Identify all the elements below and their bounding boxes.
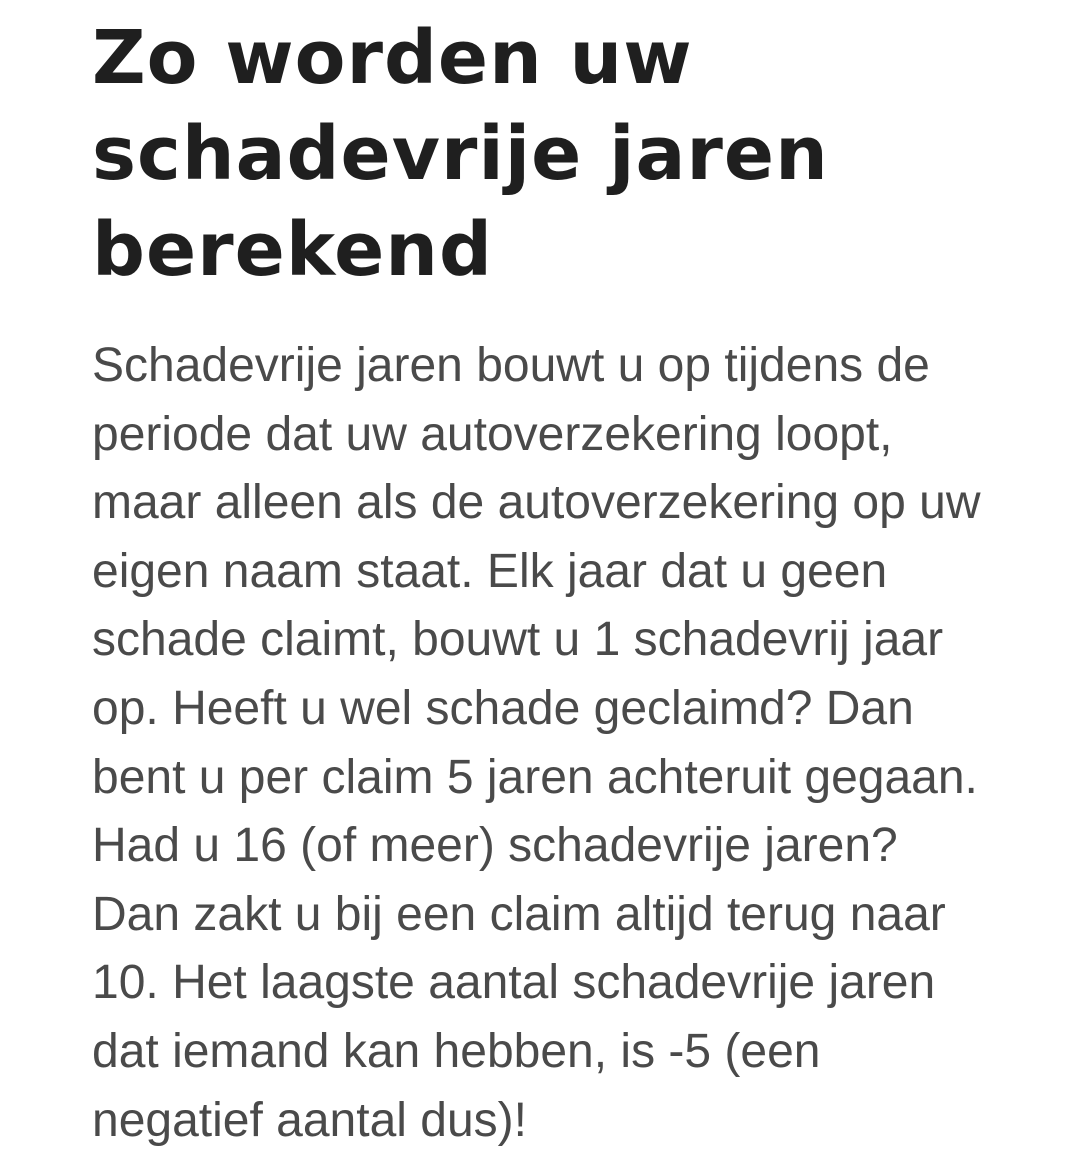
title-line: Zo worden uw: [92, 15, 693, 101]
body-line: Schadevrije jaren bouwt u op tijdens de: [92, 339, 930, 392]
body-line: negatief aantal dus)!: [92, 1093, 527, 1147]
title-line: schadevrije jaren: [92, 111, 829, 197]
body-line: maar alleen als de autoverzekering op uw: [92, 476, 981, 530]
article-title: [92, 10, 1032, 298]
body-line: dat iemand kan hebben, is -5 (een: [92, 1024, 821, 1078]
body-line: 10. Het laagste aantal schadevrije jaren: [92, 956, 936, 1010]
article: [92, 10, 1032, 1147]
article-body: [92, 332, 981, 1155]
title-line: berekend: [92, 207, 493, 293]
body-line: Had u 16 (of meer) schadevrije jaren?: [92, 819, 898, 873]
body-line: bent u per claim 5 jaren achteruit gegaan.: [92, 750, 978, 804]
body-line: Dan zakt u bij een claim altijd terug naar: [92, 887, 946, 941]
body-line: periode dat uw autoverzekering loopt,: [92, 407, 893, 461]
body-line: schade claimt, bouwt u 1 schadevrij jaar: [92, 613, 944, 667]
body-line: eigen naam staat. Elk jaar dat u geen: [92, 544, 888, 598]
body-line: op. Heeft u wel schade geclaimd? Dan: [92, 681, 914, 735]
